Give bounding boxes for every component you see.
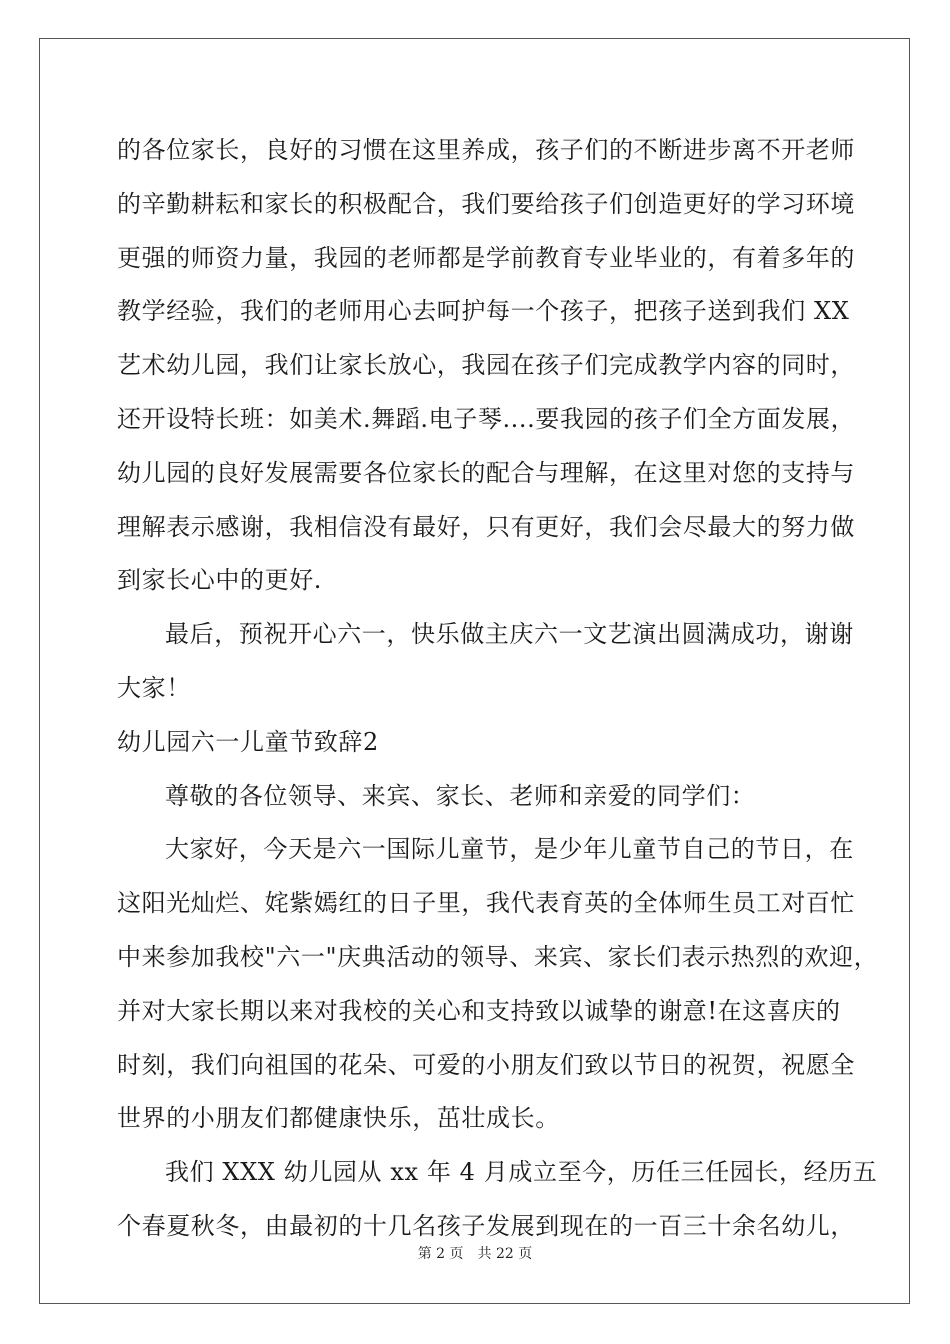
page-footer bbox=[0, 1244, 950, 1264]
page-total: 共 22 页 bbox=[477, 1246, 533, 1262]
text-line: 还开设特长班：如美术.舞蹈.电子琴....要我园的孩子们全方面发展， bbox=[117, 404, 856, 433]
text-line: 幼儿园六一儿童节致辞2 bbox=[117, 727, 379, 756]
text-line: 艺术幼儿园，我们让家长放心，我园在孩子们完成教学内容的同时， bbox=[117, 351, 855, 380]
text-line: 尊敬的各位领导、来宾、家长、老师和亲爱的同学们： bbox=[165, 781, 756, 810]
text-line: 大家好，今天是六一国际儿童节，是少年儿童节自己的节日，在 bbox=[165, 835, 854, 864]
text-line: 更强的师资力量，我园的老师都是学前教育专业毕业的，有着多年的 bbox=[117, 243, 855, 272]
text-line: 并对大家长期以来对我校的关心和支持致以诚挚的谢意!在这喜庆的 bbox=[117, 996, 841, 1025]
text-line: 的辛勤耕耘和家长的积极配合，我们要给孩子们创造更好的学习环境 bbox=[117, 189, 855, 218]
text-line: 世界的小朋友们都健康快乐，茁壮成长。 bbox=[117, 1104, 560, 1133]
page-number: 第 2 页 bbox=[417, 1246, 464, 1262]
text-line: 幼儿园的良好发展需要各位家长的配合与理解，在这里对您的支持与 bbox=[117, 458, 855, 487]
text-line: 到家长心中的更好. bbox=[117, 566, 323, 595]
text-line: 最后，预祝开心六一，快乐做主庆六一文艺演出圆满成功，谢谢 bbox=[165, 620, 854, 649]
document-body bbox=[117, 124, 879, 1254]
text-line: 教学经验，我们的老师用心去呵护每一个孩子，把孩子送到我们 XX bbox=[117, 297, 850, 326]
text-line: 时刻，我们向祖国的花朵、可爱的小朋友们致以节日的祝贺，祝愿全 bbox=[117, 1050, 855, 1079]
text-line: 我们 XXX 幼儿园从 xx 年 4 月成立至今，历任三任园长，经历五 bbox=[165, 1158, 878, 1187]
text-line: 大家！ bbox=[117, 673, 191, 702]
text-line: 中来参加我校"六一"庆典活动的领导、来宾、家长们表示热烈的欢迎， bbox=[117, 942, 879, 971]
text-line: 理解表示感谢，我相信没有最好，只有更好，我们会尽最大的努力做 bbox=[117, 512, 855, 541]
text-line: 这阳光灿烂、姹紫嫣红的日子里，我代表育英的全体师生员工对百忙 bbox=[117, 889, 855, 918]
text-line: 的各位家长，良好的习惯在这里养成，孩子们的不断进步离不开老师 bbox=[117, 136, 855, 164]
text-line: 个春夏秋冬，由最初的十几名孩子发展到现在的一百三十余名幼儿， bbox=[117, 1211, 855, 1240]
